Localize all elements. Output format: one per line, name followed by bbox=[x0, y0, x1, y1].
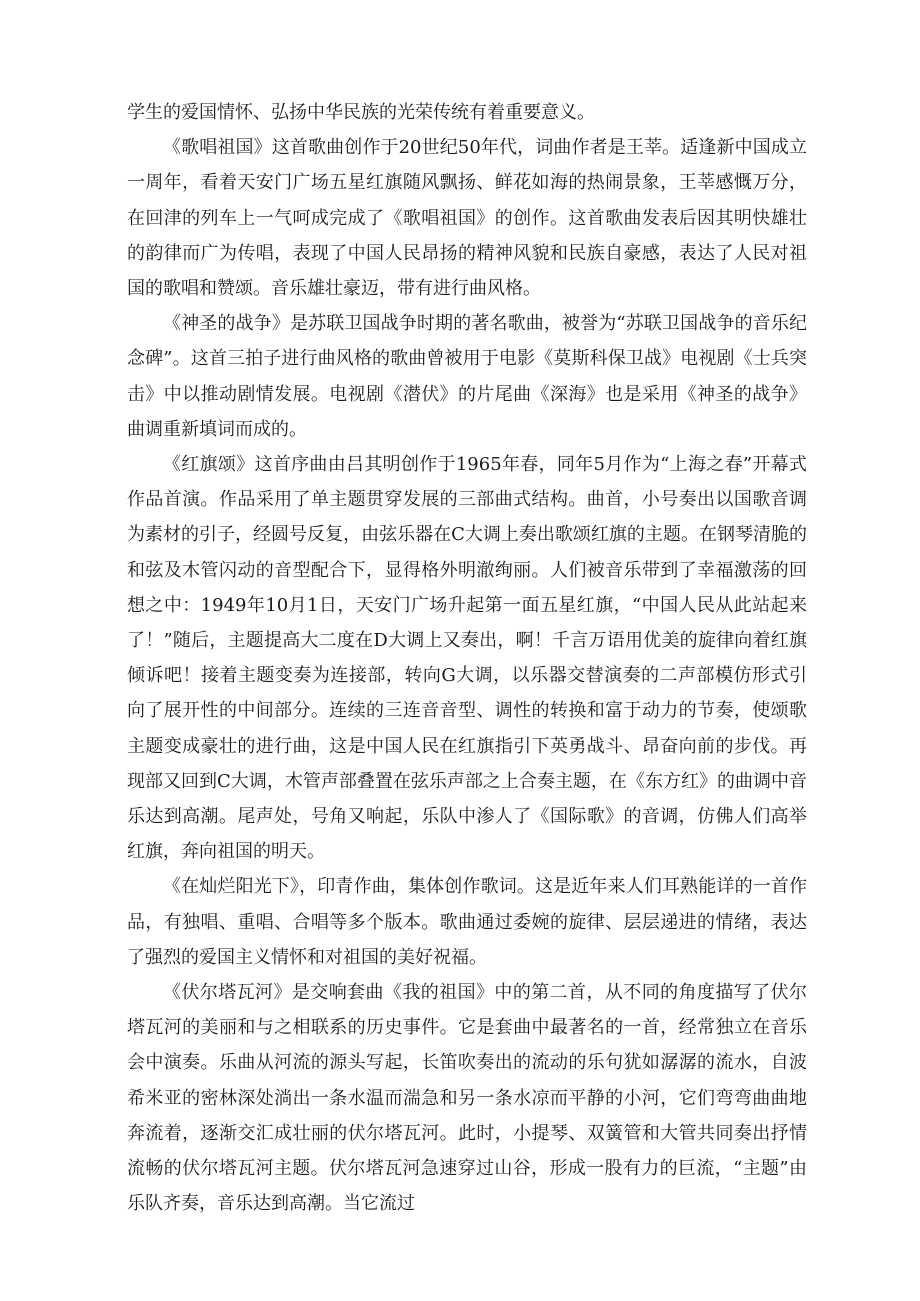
paragraph-hongqi-song: 《红旗颂》这首序曲由吕其明创作于1965年春，同年5月作为“上海之春”开幕式作品首演。作品采用了单主题贯穿发展的三部曲式结构。曲首，小号奏出以国歌音调为素材的引子，经圆号反复，由弦乐器在C大调上奏出歌颂红旗的主题。在钢琴清脆的和弦及木管闪动的音型配合下，显得格外明澈绚丽。人们被音乐带到了幸福激荡的回想之中：1949年10月1日，天安门广场升起第一面五星红旗，“中国人民从此站起来了！”随后，主题提高大二度在D大调上又奏出，啊！千言万语用优美的旋律向着红旗倾诉吧！接着主题变奏为连接部，转向G大调，以乐器交替演奏的二声部模仿形式引向了展开性的中间部分。连续的三连音音型、调性的转换和富于动力的节奏，使颂歌主题变成豪壮的进行曲，这是中国人民在红旗指引下英勇战斗、昂奋向前的步伐。再现部又回到C大调，木管声部叠置在弦乐声部之上合奏主题，在《东方红》的曲调中音乐达到高潮。尾声处，号角又响起，乐队中渗人了《国际歌》的音调，仿佛人们高举红旗，奔向祖国的明天。 bbox=[127, 454, 807, 863]
paragraph-vltava: 《伏尔塔瓦河》是交响套曲《我的祖国》中的第二首，从不同的角度描写了伏尔塔瓦河的美丽和与之相联系的历史事件。它是套曲中最著名的一首，经常独立在音乐会中演奏。乐曲从河流的源头写起，长笛吹奏出的流动的乐句犹如潺潺的流水，自波希米亚的密林深处淌出一条水温而湍急和另一条水凉而平静的小河，它们弯弯曲曲地奔流着，逐渐交汇成壮丽的伏尔塔瓦河。此时，小提琴、双簧管和大管共同奏出抒情流畅的伏尔塔瓦河主题。伏尔塔瓦河急速穿过山谷，形成一股有力的巨流，“主题”由乐队齐奏，音乐达到高潮。当它流过 bbox=[127, 982, 807, 1215]
paragraph-continuation: 学生的爱国情怀、弘扬中华民族的光荣传统有着重要意义。 bbox=[127, 102, 595, 123]
document-body bbox=[127, 95, 807, 1222]
paragraph-gechang-zuguo: 《歌唱祖国》这首歌曲创作于20世纪50年代，词曲作者是王莘。适逢新中国成立一周年，看着天安门广场五星红旗随风飘扬、鲜花如海的热闹景象，王莘感慨万分，在回津的列车上一气呵成完成了《歌唱祖国》的创作。这首歌曲发表后因其明快雄壮的韵律而广为传唱，表现了中国人民昂扬的精神风貌和民族自豪感，表达了人民对祖国的歌唱和赞颂。音乐雄壮豪迈，带有进行曲风格。 bbox=[127, 137, 807, 300]
paragraph-shensheng-de-zhanzheng: 《神圣的战争》是苏联卫国战争时期的著名歌曲，被誉为“苏联卫国战争的音乐纪念碑”。这首三拍子进行曲风格的歌曲曾被用于电影《莫斯科保卫战》电视剧《士兵突击》中以推动剧情发展。电视剧《潜伏》的片尾曲《深海》也是采用《神圣的战争》曲调重新填词而成的。 bbox=[127, 313, 807, 440]
paragraph-zai-canlan-yangguang-xia: 《在灿烂阳光下》，印青作曲，集体创作歌词。这是近年来人们耳熟能详的一首作品，有独唱、重唱、合唱等多个版本。歌曲通过委婉的旋律、层层递进的情绪，表达了强烈的爱国主义情怀和对祖国的美好祝福。 bbox=[127, 876, 807, 968]
